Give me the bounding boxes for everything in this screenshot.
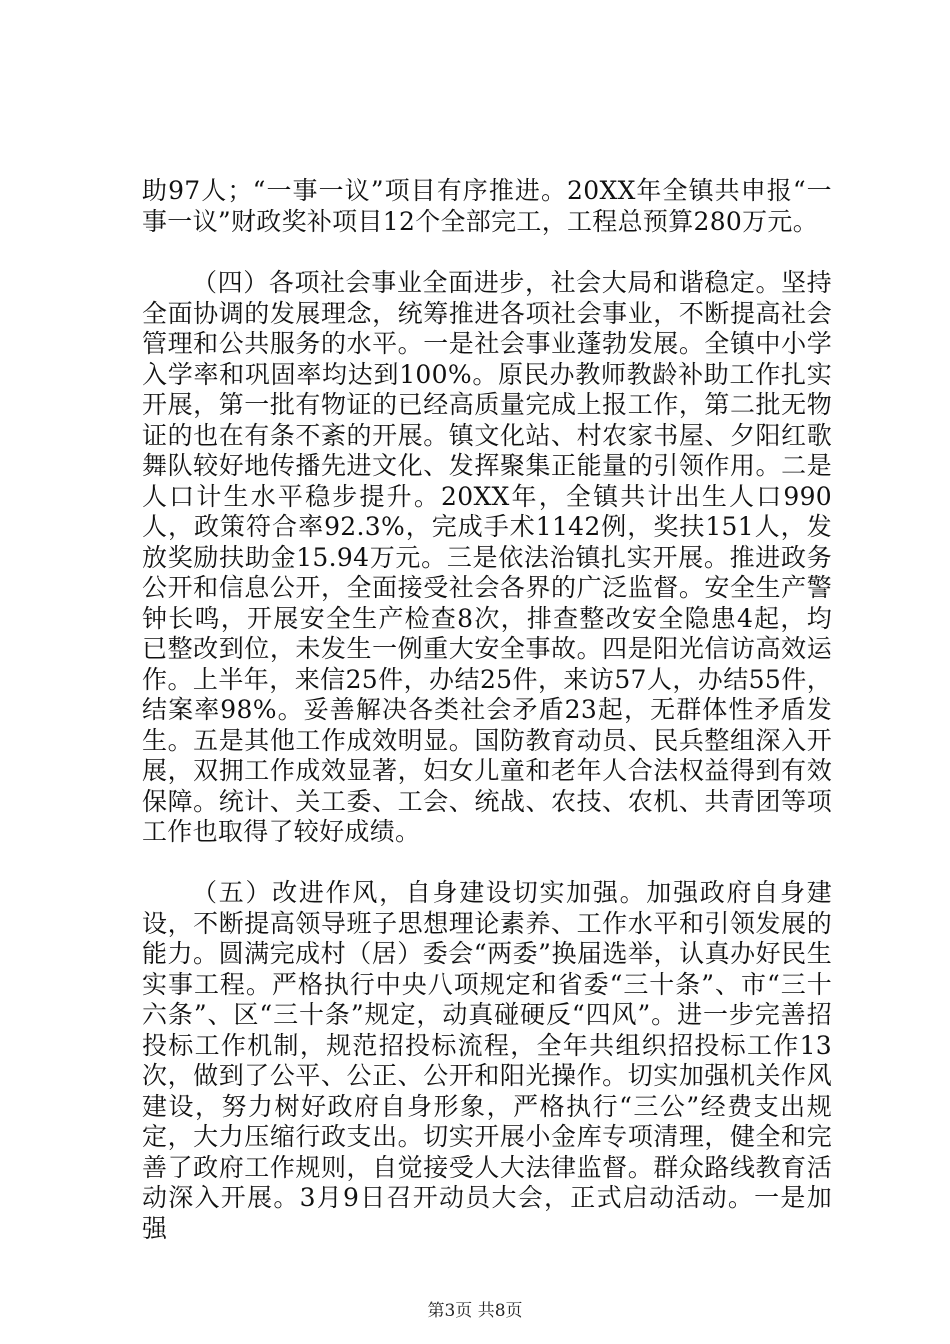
paragraph-continuation: 助97人；“一事一议”项目有序推进。20XX年全镇共申报“一事一议”财政奖补项目12个全部完工，工程总预算280万元。	[142, 176, 832, 236]
paragraph-work-style: （五）改进作风，自身建设切实加强。加强政府自身建设，不断提高领导班子思想理论素养、工作水平和引领发展的能力。圆满完成村（居）委会“两委”换届选举，认真办好民生实事工程。严格执行中央八项规定和省委“三十条”、市“三十六条”、区“三十条”规定，动真碰硬反“四风”。进一步完善招投标工作机制，规范招投标流程，全年共组织招投标工作13次，做到了公平、公正、公开和阳光操作。切实加强机关作风建设，努力树好政府自身形象，严格执行“三公”经费支出规定，大力压缩行政支出。切实开展小金库专项清理，健全和完善了政府工作规则，自觉接受人大法律监督。群众路线教育活动深入开展。3月9日召开动员大会，正式启动活动。一是加强	[142, 878, 832, 1243]
paragraph-social-affairs: （四）各项社会事业全面进步，社会大局和谐稳定。坚持全面协调的发展理念，统筹推进各项社会事业，不断提高社会管理和公共服务的水平。一是社会事业蓬勃发展。全镇中小学入学率和巩固率均达到100%。原民办教师教龄补助工作扎实开展，第一批有物证的已经高质量完成上报工作，第二批无物证的也在有条不紊的开展。镇文化站、村农家书屋、夕阳红歌舞队较好地传播先进文化、发挥聚集正能量的引领作用。二是人口计生水平稳步提升。20XX年，全镇共计出生人口990人，政策符合率92.3%，完成手术1142例，奖扶151人，发放奖励扶助金15.94万元。三是依法治镇扎实开展。推进政务公开和信息公开，全面接受社会各界的广泛监督。安全生产警钟长鸣，开展安全生产检查8次，排查整改安全隐患4起，均已整改到位，未发生一例重大安全事故。四是阳光信访高效运作。上半年，来信25件，办结25件，来访57人，办结55件，结案率98%。妥善解决各类社会矛盾23起，无群体性矛盾发生。五是其他工作成效明显。国防教育动员、民兵整组深入开展，双拥工作成效显著，妇女儿童和老年人合法权益得到有效保障。统计、关工委、工会、统战、农技、农机、共青团等项工作也取得了较好成绩。	[142, 268, 832, 846]
page-number-footer: 第3页 共8页	[427, 1301, 523, 1321]
